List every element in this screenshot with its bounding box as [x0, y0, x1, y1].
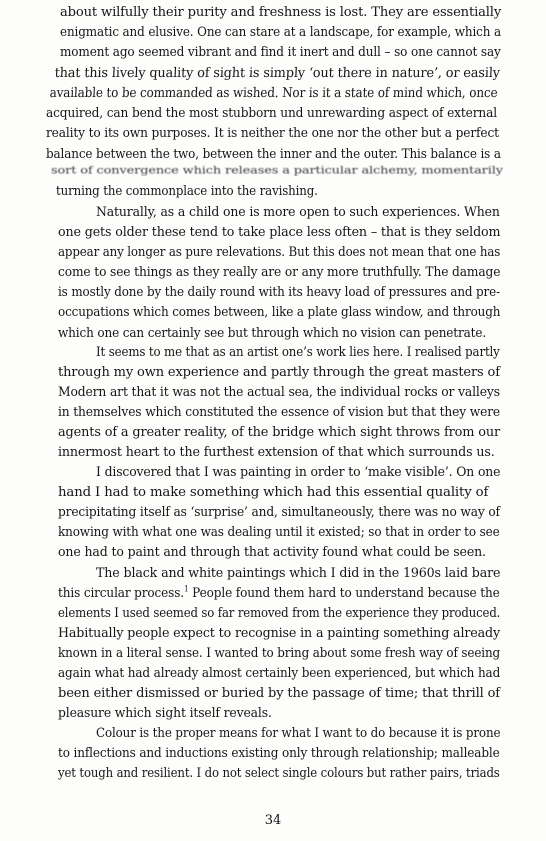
text-content: knowing with what one was dealing until it existed; so that in order to see — [58, 525, 500, 540]
text-line — [58, 326, 487, 342]
text-line — [58, 225, 501, 241]
text-line — [58, 405, 501, 421]
text-content: in themselves which constituted the essence of vision but that they were — [58, 405, 501, 420]
text-line — [58, 686, 500, 702]
text-line — [46, 106, 497, 122]
text-content: It seems to me that as an artist one’s work lies here. I realised partly — [96, 345, 500, 360]
text-line — [58, 545, 486, 561]
text-line — [96, 726, 501, 742]
text-line — [58, 584, 500, 602]
text-content: through my own experience and partly through the great masters of — [58, 365, 500, 380]
text-content: occupations which comes between, like a plate glass window, and through — [58, 305, 501, 320]
text-line — [60, 5, 502, 21]
footnote-marker[interactable]: 1 — [183, 584, 189, 594]
text-content: pleasure which sight itself reveals. — [58, 706, 272, 721]
text-content: precipitating itself as ‘surprise’ and, simultaneously, there was no way of — [58, 505, 500, 520]
page-number: 34 — [264, 813, 282, 828]
text-content: been either dismissed or buried by the passage of time; that thrill of — [58, 686, 500, 701]
text-line — [58, 285, 500, 301]
text-content: again what had already almost certainly been experienced, but which had — [58, 666, 501, 681]
text-content: known in a literal sense. I wanted to bring about some fresh way of seeing — [58, 646, 501, 661]
text-content: to inflections and inductions existing only through relationship; malleable — [58, 746, 500, 761]
text-line — [60, 45, 501, 61]
text-line — [58, 525, 500, 541]
text-line — [46, 126, 499, 142]
text-line — [58, 505, 500, 521]
text-content: moment ago seemed vibrant and find it inert and dull – so one cannot say — [60, 45, 501, 60]
text-content: turning the commonplace into the ravishing. — [56, 184, 318, 199]
text-line — [58, 385, 500, 401]
text-content: elements I used seemed so far removed from the experience they produced. — [58, 606, 501, 621]
text-line — [58, 265, 501, 281]
text-content: available to be commanded as wished. Nor is it a state of mind which, once — [49, 86, 498, 101]
text-line — [96, 205, 500, 221]
text-line — [58, 245, 501, 261]
text-line — [96, 465, 501, 481]
text-segment: this circular process. — [58, 586, 184, 601]
text-content: one gets older these tend to take place less often – that is they seldom — [58, 225, 501, 240]
text-content: acquired, can bend the most stubborn und unrewarding aspect of external — [46, 106, 497, 121]
text-content: enigmatic and elusive. One can stare at a landscape, for example, which a — [60, 25, 501, 40]
text-segment: People found them hard to understand because the — [188, 586, 500, 601]
text-line — [96, 566, 501, 582]
text-line — [58, 365, 500, 381]
text-line — [58, 305, 501, 321]
text-content: sort of convergence which releases a particular alchemy, momentarily — [51, 165, 503, 177]
text-line — [58, 606, 501, 622]
text-line — [58, 666, 501, 682]
text-line — [49, 86, 498, 102]
text-line — [46, 147, 501, 163]
text-line — [54, 66, 501, 82]
text-line — [96, 345, 500, 361]
text-line — [56, 184, 318, 200]
text-line — [58, 445, 495, 461]
text-content: which one can certainly see but through which no vision can penetrate. — [58, 326, 487, 341]
text-line — [58, 626, 501, 642]
text-content: Colour is the proper means for what I want to do because it is prone — [96, 726, 501, 741]
text-line — [58, 646, 501, 662]
text-content: agents of a greater reality, of the bridge which sight throws from our — [58, 425, 501, 440]
text-content: I discovered that I was painting in order to ‘make visible’. On one — [96, 465, 501, 480]
text-line — [58, 485, 500, 501]
text-content: balance between the two, between the inner and the outer. This balance is a — [46, 147, 501, 162]
text-content: innermost heart to the furthest extension of that which surrounds us. — [58, 445, 495, 460]
text-content: yet tough and resilient. I do not select single colours but rather pairs, triads — [58, 766, 500, 781]
text-line — [58, 746, 500, 762]
text-content: come to see things as they really are or any more truthfully. The damage — [58, 265, 501, 280]
text-content: reality to its own purposes. It is neither the one nor the other but a perfect — [46, 126, 499, 141]
text-line — [60, 25, 501, 41]
text-content: The black and white paintings which I did in the 1960s laid bare — [96, 566, 501, 581]
text-line — [51, 165, 503, 177]
text-content: Modern art that it was not the actual sea, the individual rocks or valleys — [58, 385, 500, 400]
text-content: is mostly done by the daily round with its heavy load of pressures and pre- — [58, 285, 500, 300]
text-content: appear any longer as pure relevations. But this does not mean that one has — [58, 245, 501, 260]
text-content: that this lively quality of sight is simply ‘out there in nature’, or easily — [54, 66, 501, 81]
text-line — [58, 766, 500, 782]
text-content: about wilfully their purity and freshness is lost. They are essentially — [60, 5, 502, 20]
text-content: Naturally, as a child one is more open to such experiences. When — [96, 205, 500, 220]
text-line — [58, 706, 272, 722]
text-content: Habitually people expect to recognise in a painting something already — [58, 626, 501, 641]
text-line — [58, 425, 501, 441]
text-content: hand I had to make something which had this essential quality of — [58, 485, 489, 500]
text-content: one had to paint and through that activity found what could be seen. — [58, 545, 486, 560]
